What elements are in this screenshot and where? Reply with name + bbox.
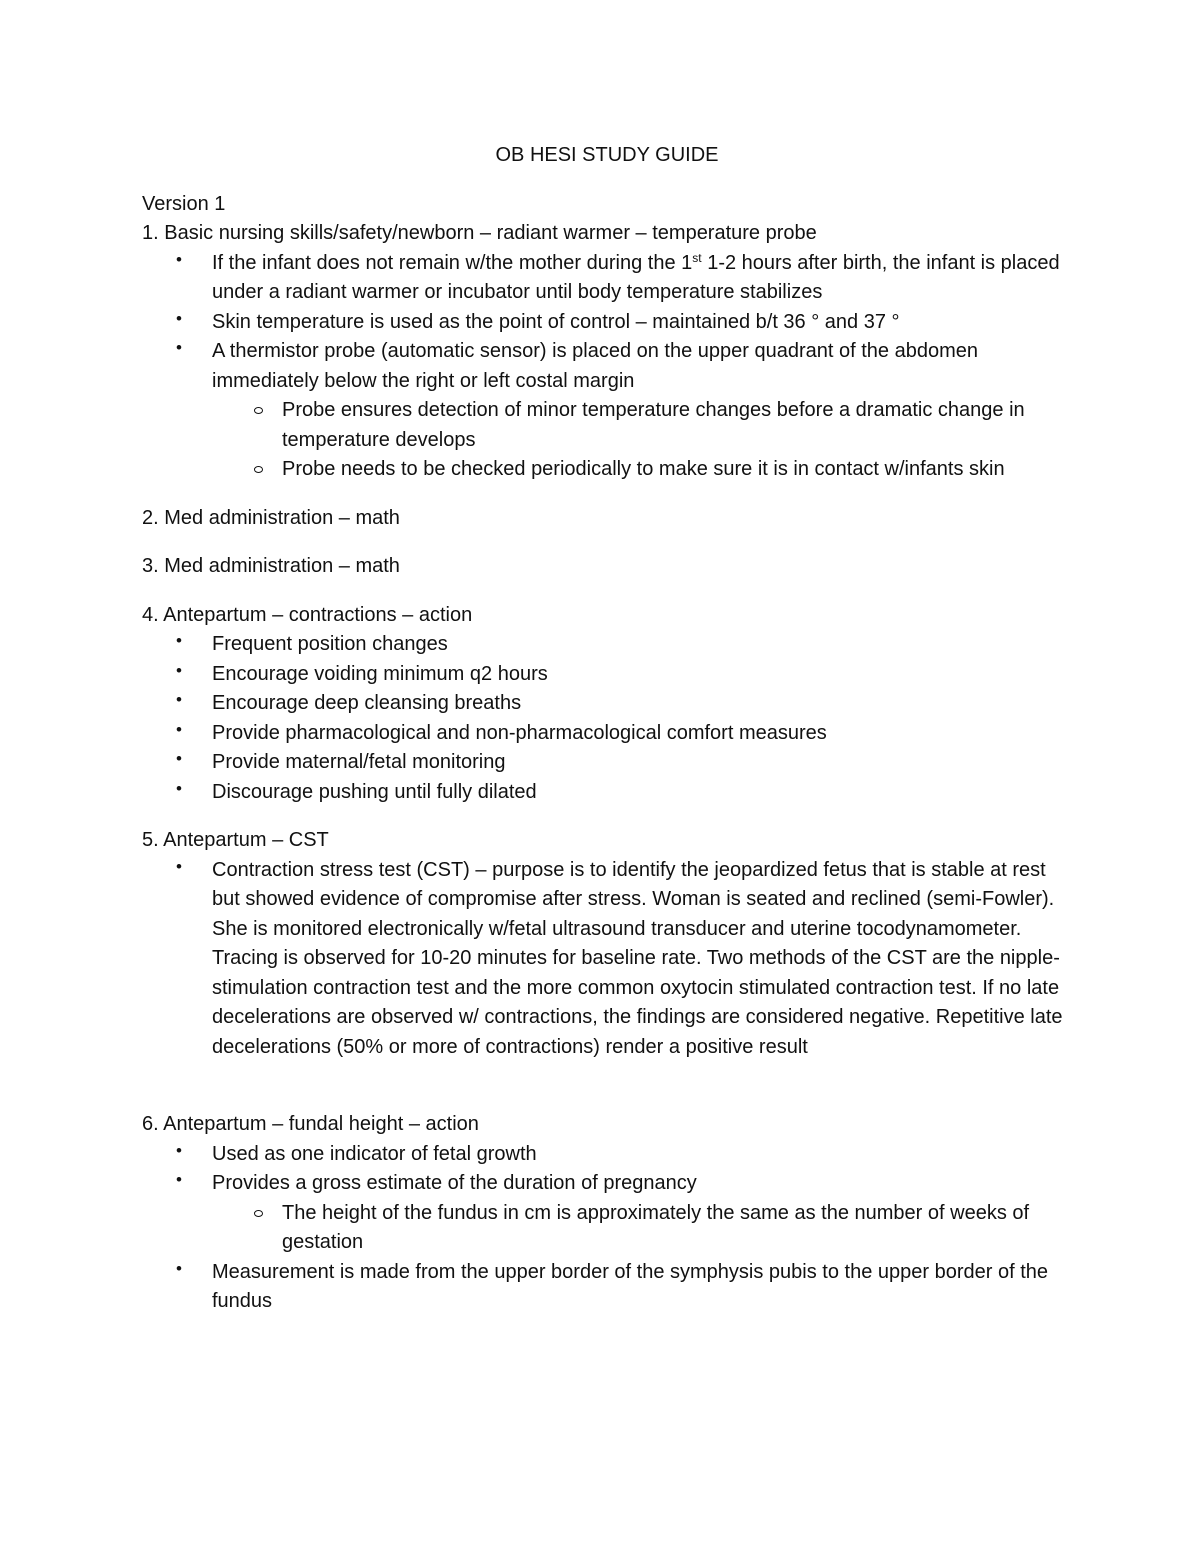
section-1-heading: 1. Basic nursing skills/safety/newborn – radiant warmer – temperature probe — [142, 222, 817, 244]
bullet-text: If the infant does not remain w/the mother during the 1 — [212, 251, 693, 274]
section-6 — [142, 1110, 1072, 1317]
version-label: Version 1 — [142, 192, 226, 215]
section-4-heading: 4. Antepartum – contractions – action — [142, 603, 473, 626]
section-4 — [142, 601, 1072, 808]
section-4-bullets — [142, 630, 1072, 807]
section-6-bullets — [142, 1140, 1072, 1317]
list-item: • Skin temperature is used as the point of control – maintained b/t 36 ° and 37 ° — [212, 308, 1072, 338]
list-item: • Discourage pushing until fully dilated — [212, 778, 1072, 808]
list-item: • Contraction stress test (CST) – purpose is to identify the jeopardized fetus that is stable at rest but showed evidence of compromise after stress. Woman is seated and reclined (semi-Fowler). She is monitored electronically w/fetal ultrasound transducer and uterine tocodynamometer. Tracing is observed for 10-20 minutes for baseline rate. Two methods of the CST are the nipple-stimulation contraction test and the more common oxytocin stimulated contraction test. If no late decelerations are observed w/ contractions, the findings are considered negative. Repetitive late decelerations (50% or more of contractions) render a positive result — [212, 856, 1072, 1063]
list-item: • Measurement is made from the upper border of the symphysis pubis to the upper border of the fundus — [212, 1258, 1072, 1317]
section-5-heading: 5. Antepartum – CST — [142, 829, 329, 851]
section-5 — [142, 826, 1072, 1062]
document-page — [142, 141, 1072, 1317]
list-item: • Provide maternal/fetal monitoring — [212, 748, 1072, 778]
list-item — [212, 1169, 1072, 1258]
sub-list-item: Probe needs to be checked periodically to make sure it is in contact w/infants skin — [282, 455, 1072, 485]
bullet-text: Provides a gross estimate of the duration of pregnancy — [212, 1172, 697, 1194]
list-item — [212, 337, 1072, 485]
sub-list-item: The height of the fundus in cm is approximately the same as the number of weeks of gestation — [282, 1199, 1072, 1258]
sub-bullets — [212, 1199, 1072, 1258]
section-1 — [142, 219, 1072, 485]
list-item: • Encourage voiding minimum q2 hours — [212, 660, 1072, 690]
superscript: st — [692, 250, 702, 265]
list-item — [212, 249, 1072, 308]
sub-bullets — [212, 396, 1072, 485]
section-2 — [142, 504, 1072, 534]
list-item: • Frequent position changes — [212, 630, 1072, 660]
document-title: OB HESI STUDY GUIDE — [495, 144, 719, 166]
section-2-heading: 2. Med administration – math — [142, 506, 400, 529]
list-item: • Provide pharmacological and non-pharmacological comfort measures — [212, 719, 1072, 749]
section-1-bullets — [142, 249, 1072, 485]
section-6-heading: 6. Antepartum – fundal height – action — [142, 1113, 479, 1135]
section-3-heading: 3. Med administration – math — [142, 555, 400, 577]
section-5-bullets — [142, 856, 1072, 1063]
list-item: • Used as one indicator of fetal growth — [212, 1140, 1072, 1170]
sub-list-item: Probe ensures detection of minor temperature changes before a dramatic change in temperature develops — [282, 396, 1072, 455]
section-3 — [142, 552, 1072, 582]
bullet-text: A thermistor probe (automatic sensor) is placed on the upper quadrant of the abdomen immediately below the right or left costal margin — [212, 340, 979, 392]
bullet-text: 1-2 hours after birth, the infant is placed under a radiant warmer or incubator until body temperature stabilizes — [212, 251, 1060, 303]
list-item: • Encourage deep cleansing breaths — [212, 689, 1072, 719]
